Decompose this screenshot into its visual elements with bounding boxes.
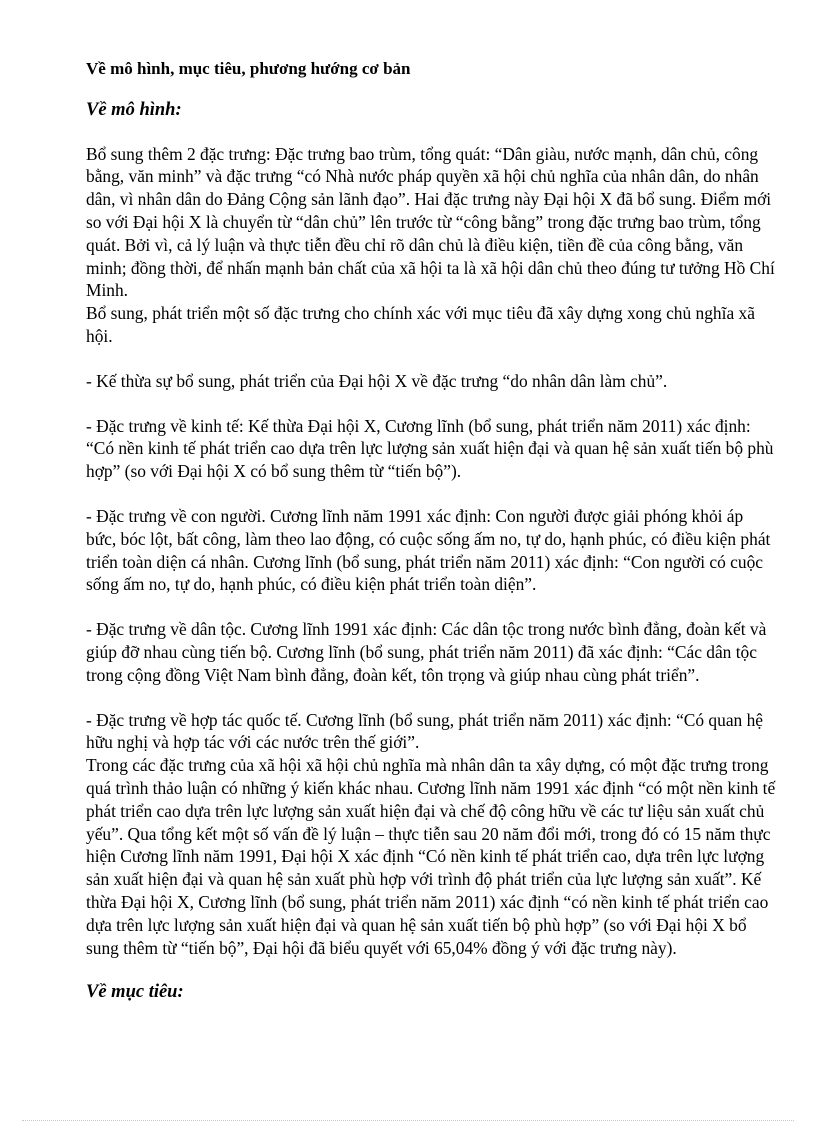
paragraph: - Đặc trưng về kinh tế: Kế thừa Đại hội X, Cương lĩnh (bổ sung, phát triển năm 2011) xác định: “Có nền kinh tế phát triển cao dựa trên lực lượng sản xuất hiện đại và quan hệ sản xuất tiến bộ phù hợp” (so với Đại hội X có bổ sung thêm từ “tiến bộ”). — [86, 415, 774, 482]
paragraph: - Đặc trưng về con người. Cương lĩnh năm 1991 xác định: Con người được giải phóng khỏi áp bức, bóc lột, bất công, làm theo lao động, có cuộc sống ấm no, tự do, hạnh phúc, có điều kiện phát triển toàn diện cá nhân. Cương lĩnh (bổ sung, phát triển năm 2011) xác định: “Con người có cuộc sống ấm no, tự do, hạnh phúc, có điều kiện phát triển toàn diện”. — [86, 505, 771, 595]
paragraph: - Kế thừa sự bổ sung, phát triển của Đại hội X về đặc trưng “do nhân dân làm chủ”. — [86, 370, 668, 391]
section-heading-goal: Về mục tiêu: — [86, 982, 184, 1003]
page-heading: Về mô hình, mục tiêu, phương hướng cơ bản — [86, 59, 411, 78]
paragraph: Trong các đặc trưng của xã hội xã hội chủ nghĩa mà nhân dân ta xây dựng, có một đặc trưng trong quá trình thảo luận có những ý kiến khác nhau. Cương lĩnh năm 1991 xác định “có một nền kinh tế phát triển cao dựa trên lực lượng sản xuất hiện đại và chế độ công hữu về các tư liệu sản xuất chủ yếu”. Qua tổng kết một số vấn đề lý luận – thực tiễn sau 20 năm đổi mới, trong đó có 15 năm thực hiện Cương lĩnh năm 1991, Đại hội X xác định “Có nền kinh tế phát triển cao, dựa trên lực lượng sản xuất hiện đại và quan hệ sản xuất phù hợp với trình độ phát triển của lực lượng sản xuất”. Kế thừa Đại hội X, Cương lĩnh (bổ sung, phát triển năm 2011) xác định “có nền kinh tế phát triển cao dựa trên lực lượng sản xuất hiện đại và quan hệ sản xuất tiến bộ phù hợp” (so với Đại hội X bổ sung thêm từ “tiến bộ”, Đại hội đã biểu quyết với 65,04% đồng ý với đặc trưng này). — [86, 755, 776, 958]
document-page — [86, 58, 776, 1025]
paragraph: - Đặc trưng về hợp tác quốc tế. Cương lĩnh (bổ sung, phát triển năm 2011) xác định: “Có quan hệ hữu nghị và hợp tác với các nước trên thế giới”. — [86, 709, 763, 753]
paragraph: Bổ sung, phát triển một số đặc trưng cho chính xác với mục tiêu đã xây dựng xong chủ nghĩa xã hội. — [86, 303, 755, 346]
paragraph: Bổ sung thêm 2 đặc trưng: Đặc trưng bao trùm, tổng quát: “Dân giàu, nước mạnh, dân chủ, công bằng, văn minh” và đặc trưng “có Nhà nước pháp quyền xã hội chủ nghĩa của nhân dân, do nhân dân, vì nhân dân do Đảng Cộng sản lãnh đạo”. Hai đặc trưng này Đại hội X đã bổ sung. Điểm mới so với Đại hội X là chuyển từ “dân chủ” lên trước từ “công bằng” trong đặc trưng bao trùm, tổng quát. Bởi vì, cả lý luận và thực tiễn đều chỉ rõ dân chủ là điều kiện, tiền đề của công bằng, văn minh; đồng thời, để nhấn mạnh bản chất của xã hội ta là xã hội dân chủ theo đúng tư tưởng Hồ Chí Minh. — [86, 143, 775, 301]
page-bottom-rule — [22, 1120, 794, 1121]
paragraph: - Đặc trưng về dân tộc. Cương lĩnh 1991 xác định: Các dân tộc trong nước bình đẳng, đoàn kết và giúp đỡ nhau cùng tiến bộ. Cương lĩnh (bổ sung, phát triển năm 2011) đã xác định: “Các dân tộc trong cộng đồng Việt Nam bình đẳng, đoàn kết, tôn trọng và giúp nhau cùng phát triển”. — [86, 619, 767, 685]
section-heading-model: Về mô hình: — [86, 99, 182, 120]
